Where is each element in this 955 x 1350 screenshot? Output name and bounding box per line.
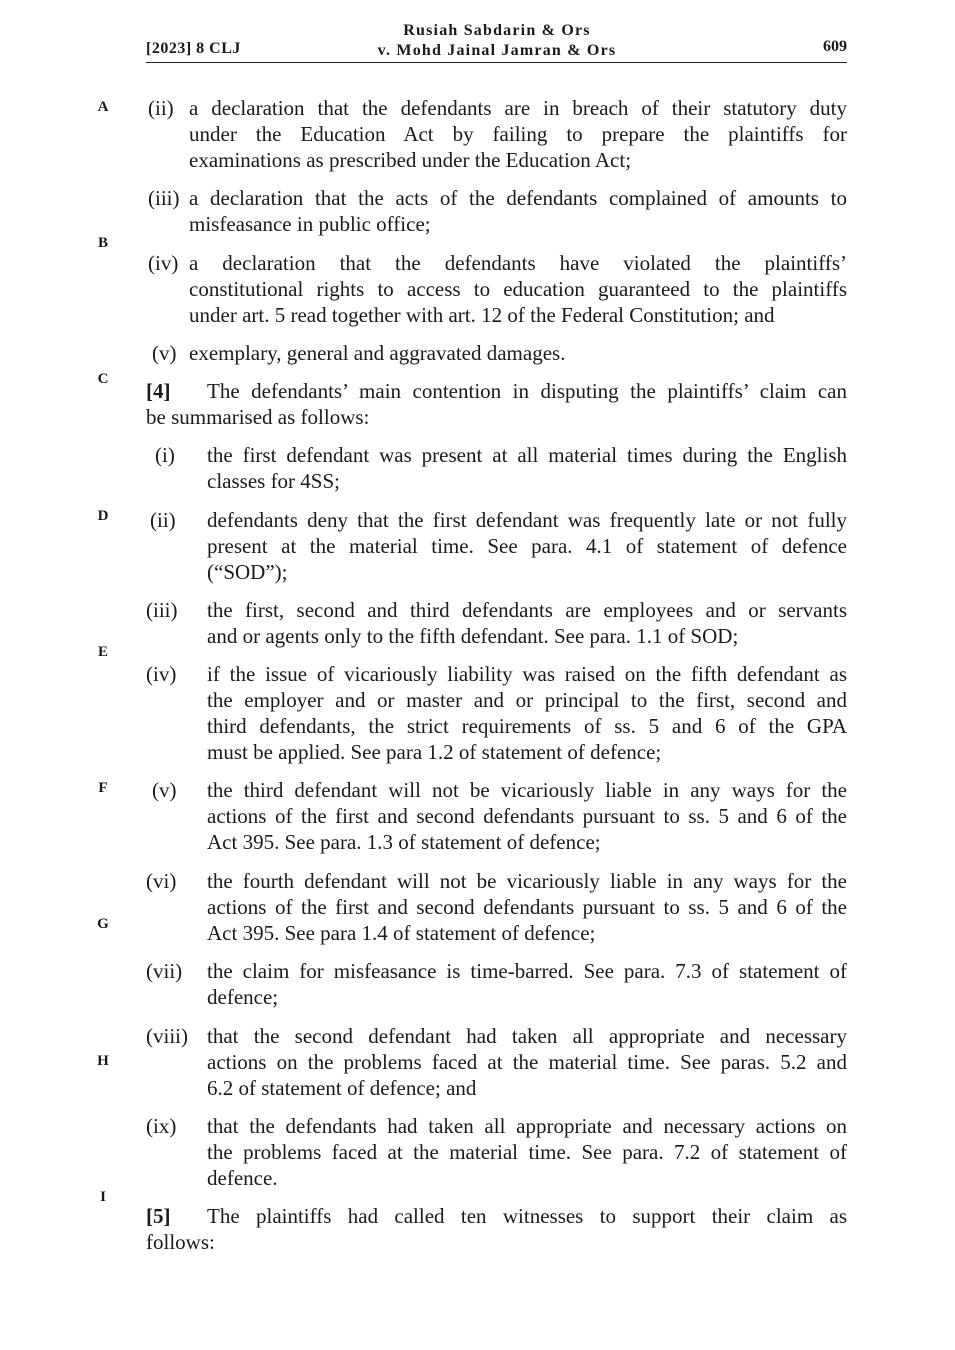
- header-case-line2: v. Mohd Jainal Jamran & Ors: [377, 42, 617, 59]
- text-line: the first defendant was present at all material times during the English: [207, 443, 847, 467]
- text-line: follows:: [146, 1230, 215, 1254]
- text-line: actions of the first and second defendants pursuant to ss. 5 and 6 of the: [207, 804, 847, 828]
- text-line: actions on the problems faced at the material time. See paras. 5.2 and: [207, 1050, 847, 1074]
- text-line: and or agents only to the fifth defendant. See para. 1.1 of SOD;: [207, 624, 739, 648]
- margin-letter-e: E: [97, 644, 108, 660]
- text-line: 6.2 of statement of defence; and: [207, 1076, 477, 1100]
- item-label: (v): [152, 341, 177, 365]
- item-label: (iv): [146, 662, 177, 686]
- margin-letter-i: I: [100, 1189, 106, 1205]
- margin-letter-c: C: [97, 371, 109, 387]
- text-line: third defendants, the strict requirements of ss. 5 and 6 of the GPA: [207, 714, 847, 738]
- paragraph-number: [4]: [146, 379, 171, 403]
- item-label: (vii): [146, 959, 183, 983]
- header-page-number: 609: [823, 38, 847, 55]
- item-label: (vi): [146, 869, 177, 893]
- text-line: defendants deny that the first defendant was frequently late or not fully: [207, 508, 847, 532]
- text-line: under the Education Act by failing to prepare the plaintiffs for: [189, 122, 847, 146]
- text-line: under art. 5 read together with art. 12 of the Federal Constitution; and: [189, 303, 775, 327]
- text-line: actions of the first and second defendants pursuant to ss. 5 and 6 of the: [207, 895, 847, 919]
- item-label: (iii): [148, 186, 180, 210]
- text-line: a declaration that the defendants have violated the plaintiffs’: [189, 251, 847, 275]
- text-line: examinations as prescribed under the Education Act;: [189, 148, 632, 172]
- margin-letter-g: G: [97, 916, 109, 932]
- header-citation: [2023] 8 CLJ: [146, 40, 241, 57]
- text-line: classes for 4SS;: [207, 469, 340, 493]
- text-line: the claim for misfeasance is time-barred. See para. 7.3 of statement of: [207, 959, 847, 983]
- text-line: defence;: [207, 985, 279, 1009]
- item-label: (v): [152, 778, 177, 802]
- text-line: (“SOD”);: [207, 560, 288, 584]
- margin-letter-h: H: [97, 1053, 109, 1069]
- text-line: exemplary, general and aggravated damages.: [189, 341, 566, 365]
- header-case-title: [300, 21, 694, 61]
- item-label: (iv): [148, 251, 179, 275]
- header-case-line1: Rusiah Sabdarin & Ors: [403, 22, 591, 39]
- margin-letter-f: F: [98, 780, 108, 796]
- text-line: the employer and or master and or principal to the first, second and: [207, 688, 847, 712]
- text-line: The defendants’ main contention in disputing the plaintiffs’ claim can: [207, 379, 847, 403]
- item-label: (ii): [148, 96, 174, 120]
- text-line: a declaration that the defendants are in breach of their statutory duty: [189, 96, 847, 120]
- header-rule: [146, 62, 847, 63]
- text-line: defence.: [207, 1166, 278, 1190]
- item-label: (viii): [146, 1024, 188, 1048]
- text-line: present at the material time. See para. 4.1 of statement of defence: [207, 534, 847, 558]
- text-line: the third defendant will not be vicariously liable in any ways for the: [207, 778, 847, 802]
- text-line: The plaintiffs had called ten witnesses to support their claim as: [207, 1204, 847, 1228]
- margin-letter-a: A: [97, 99, 109, 115]
- text-line: Act 395. See para 1.4 of statement of defence;: [207, 921, 596, 945]
- text-line: a declaration that the acts of the defendants complained of amounts to: [189, 186, 847, 210]
- margin-letter-d: D: [97, 508, 109, 524]
- margin-letter-b: B: [97, 235, 108, 251]
- text-line: the first, second and third defendants are employees and or servants: [207, 598, 847, 622]
- item-label: (i): [155, 443, 175, 467]
- item-label: (ix): [146, 1114, 177, 1138]
- text-line: if the issue of vicariously liability was raised on the fifth defendant as: [207, 662, 847, 686]
- text-line: constitutional rights to access to education guaranteed to the plaintiffs: [189, 277, 847, 301]
- paragraph-number: [5]: [146, 1204, 171, 1228]
- text-line: the fourth defendant will not be vicariously liable in any ways for the: [207, 869, 847, 893]
- text-line: must be applied. See para 1.2 of statement of defence;: [207, 740, 662, 764]
- text-line: the problems faced at the material time. See para. 7.2 of statement of: [207, 1140, 847, 1164]
- text-line: that the defendants had taken all appropriate and necessary actions on: [207, 1114, 847, 1138]
- text-line: misfeasance in public office;: [189, 212, 431, 236]
- text-line: be summarised as follows:: [146, 405, 370, 429]
- item-label: (iii): [146, 598, 178, 622]
- item-label: (ii): [150, 508, 176, 532]
- text-line: that the second defendant had taken all appropriate and necessary: [207, 1024, 847, 1048]
- text-line: Act 395. See para. 1.3 of statement of defence;: [207, 830, 601, 854]
